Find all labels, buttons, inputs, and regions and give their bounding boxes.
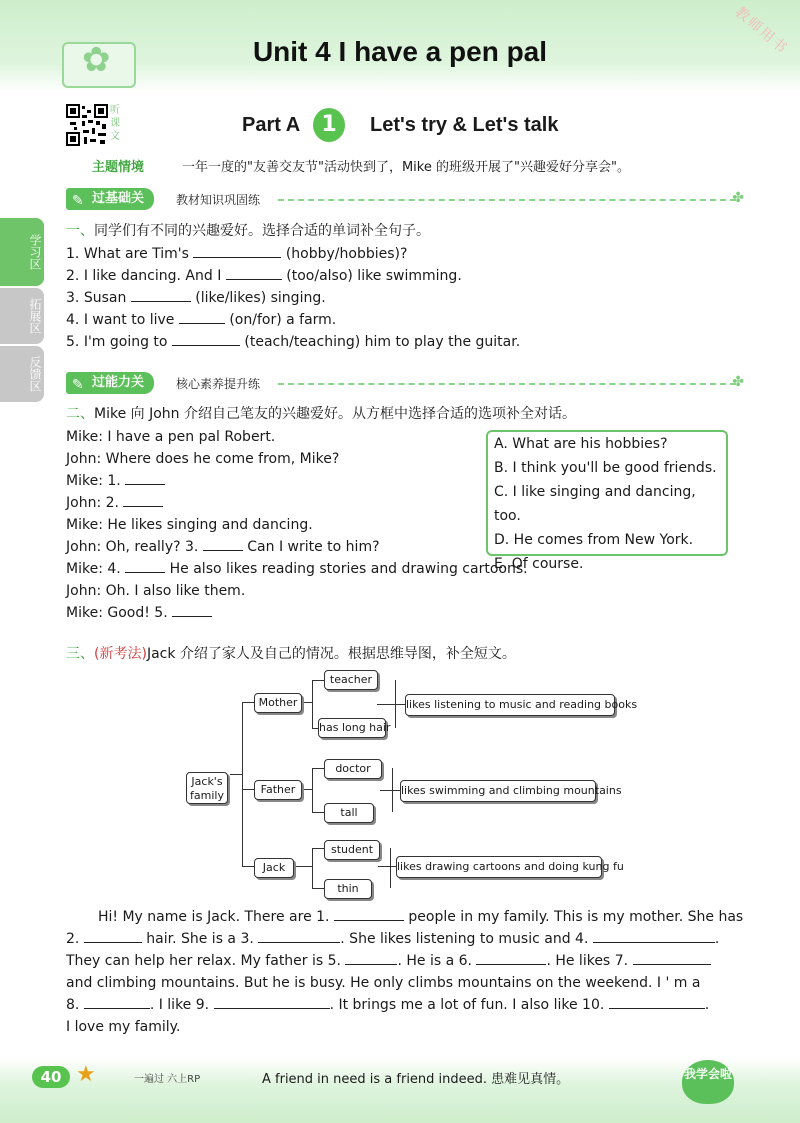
qr-code-icon[interactable]: [66, 104, 108, 146]
part-title: Part A: [242, 114, 301, 136]
dialog-line: John: 2.: [66, 492, 528, 514]
question-title-1: 一、同学们有不同的兴趣爱好。选择合适的单词补全句子。: [66, 223, 430, 239]
side-tab-expand[interactable]: 拓展区: [0, 288, 44, 344]
passage: [66, 906, 744, 1038]
list-item: 4. I want to live (on/for) a farm.: [66, 309, 520, 331]
list-item: 5. I'm going to (teach/teaching) him to play the guitar.: [66, 331, 520, 353]
answer-blank[interactable]: [172, 331, 240, 346]
mindmap-father-hobby: likes swimming and climbing mountains: [400, 780, 596, 802]
answer-blank[interactable]: [84, 994, 150, 1009]
mindmap-jack: Jack: [254, 858, 294, 878]
qr-label: 听课文: [110, 105, 120, 142]
mind-map: [180, 662, 638, 902]
answer-blank[interactable]: [203, 536, 243, 551]
connector: [377, 704, 395, 705]
footer-quote: A friend in need is a friend indeed. 患难见真情。: [262, 1072, 570, 1087]
connector: [230, 774, 242, 775]
connector: [292, 866, 312, 867]
mindmap-father: Father: [254, 780, 302, 800]
options-box: [486, 430, 728, 572]
section-subtitle: 教材知识巩固练: [176, 193, 261, 207]
answer-blank[interactable]: [131, 287, 191, 302]
answer-blank[interactable]: [258, 928, 340, 943]
connector: [378, 866, 390, 867]
footer-brand: 一遍过 六上RP: [134, 1074, 201, 1085]
part-number-badge: 1: [313, 108, 345, 142]
answer-blank[interactable]: [125, 558, 165, 573]
mindmap-jack-look: thin: [324, 879, 372, 899]
list-item: 3. Susan (like/likes) singing.: [66, 287, 520, 309]
answer-blank[interactable]: [593, 928, 715, 943]
passage-line: They can help her relax. My father is 5. . He is a 6. . He likes 7.: [66, 950, 734, 972]
option-d: D. He comes from New York.: [494, 532, 694, 548]
dialog-line: John: Where does he come from, Mike?: [66, 451, 340, 467]
dialog-line: Mike: I have a pen pal Robert.: [66, 429, 276, 445]
passage-line: Hi! My name is Jack. There are 1. people in my family. This is my mother. She has: [66, 906, 734, 928]
connector: [242, 866, 254, 867]
answer-blank[interactable]: [125, 470, 165, 485]
option-e: E. Of course.: [494, 556, 584, 572]
connector: [312, 680, 324, 681]
dialog: [66, 426, 528, 624]
answer-blank[interactable]: [193, 243, 281, 258]
section-bar-basic: [66, 188, 744, 210]
mindmap-mother-look: has long hair: [318, 718, 386, 738]
theme-label: 主题情境: [92, 160, 145, 175]
connector: [390, 848, 391, 888]
divider: [278, 199, 736, 201]
connector: [312, 768, 324, 769]
star-logo-icon: ✿: [82, 40, 111, 80]
connector: [395, 704, 405, 705]
connector: [242, 789, 254, 790]
divider: [278, 383, 736, 385]
mindmap-jack-job: student: [324, 840, 380, 860]
answer-blank[interactable]: [84, 928, 142, 943]
unit-title: Unit 4 I have a pen pal: [252, 36, 548, 67]
answer-blank[interactable]: [179, 309, 225, 324]
side-tab-feedback[interactable]: 反馈区: [0, 346, 44, 402]
answer-blank[interactable]: [609, 994, 705, 1009]
dialog-line: John: Oh, really? 3. Can I write to him?: [66, 536, 528, 558]
leaf-icon: ✤: [732, 190, 744, 206]
question-1-items: [66, 243, 520, 353]
theme-text: 一年一度的"友善交友节"活动快到了，Mike 的班级开展了"兴趣爱好分享会"。: [182, 160, 630, 175]
connector: [312, 768, 313, 812]
answer-blank[interactable]: [214, 994, 330, 1009]
dialog-line: Mike: 4. He also likes reading stories and drawing cartoons.: [66, 558, 528, 580]
answer-blank[interactable]: [226, 265, 282, 280]
page-number: 40: [32, 1066, 70, 1088]
passage-line: and climbing mountains. But he is busy. He only climbs mountains on the weekend. I ' m a: [66, 975, 701, 991]
passage-line: 8. . I like 9. . It brings me a lot of fun. I also like 10. .: [66, 994, 734, 1016]
connector: [312, 812, 324, 813]
question-title-2: 二、Mike 向 John 介绍自己笔友的兴趣爱好。从方框中选择合适的选项补全对话。: [66, 406, 576, 422]
side-tab-study[interactable]: 学习区: [0, 218, 44, 286]
part-subtitle: Let's try & Let's talk: [370, 114, 559, 136]
option-a: A. What are his hobbies?: [494, 436, 668, 452]
list-item: 2. I like dancing. And I (too/also) like swimming.: [66, 265, 520, 287]
pencil-icon: ✎: [72, 377, 84, 393]
answer-blank[interactable]: [345, 950, 397, 965]
mindmap-mother-hobby: likes listening to music and reading books: [405, 694, 615, 716]
answer-blank[interactable]: [123, 492, 163, 507]
dialog-line: Mike: He likes singing and dancing.: [66, 517, 313, 533]
dialog-line: Mike: 1.: [66, 470, 528, 492]
connector: [392, 790, 400, 791]
connector: [380, 790, 392, 791]
connector: [312, 888, 324, 889]
answer-blank[interactable]: [633, 950, 711, 965]
connector: [242, 702, 254, 703]
dialog-line: John: Oh. I also like them.: [66, 583, 246, 599]
mindmap-jack-hobby: likes drawing cartoons and doing kung fu: [396, 856, 602, 878]
mindmap-root: Jack's family: [186, 772, 228, 804]
connector: [312, 680, 313, 728]
question-title-3: 三、(新考法)Jack 介绍了家人及自己的情况。根据思维导图，补全短文。: [66, 646, 516, 662]
leaf-icon: ✤: [732, 374, 744, 390]
mindmap-father-look: tall: [324, 803, 374, 823]
mindmap-mother-job: teacher: [324, 670, 378, 690]
connector: [312, 848, 324, 849]
answer-blank[interactable]: [334, 906, 404, 921]
answer-blank[interactable]: [476, 950, 546, 965]
section-bar-ability: [66, 372, 744, 394]
learned-badge: 我学会啦: [682, 1060, 734, 1104]
connector: [312, 848, 313, 888]
section-tag: ✎ 过基础关: [66, 188, 154, 210]
dialog-line: Mike: Good! 5.: [66, 602, 528, 624]
section-tag: ✎ 过能力关: [66, 372, 154, 394]
option-c: C. I like singing and dancing, too.: [494, 484, 696, 524]
connector: [242, 702, 243, 866]
mascot-icon: ★: [76, 1062, 96, 1087]
teacher-stamp: 教师用书: [731, 4, 792, 58]
passage-line: I love my family.: [66, 1019, 181, 1035]
list-item: 1. What are Tim's (hobby/hobbies)?: [66, 243, 520, 265]
mindmap-father-job: doctor: [324, 759, 382, 779]
pencil-icon: ✎: [72, 193, 84, 209]
option-b: B. I think you'll be good friends.: [494, 460, 717, 476]
answer-blank[interactable]: [172, 602, 212, 617]
section-subtitle: 核心素养提升练: [176, 377, 261, 391]
passage-line: 2. hair. She is a 3. . She likes listening to music and 4. .: [66, 928, 734, 950]
mindmap-mother: Mother: [254, 693, 302, 713]
